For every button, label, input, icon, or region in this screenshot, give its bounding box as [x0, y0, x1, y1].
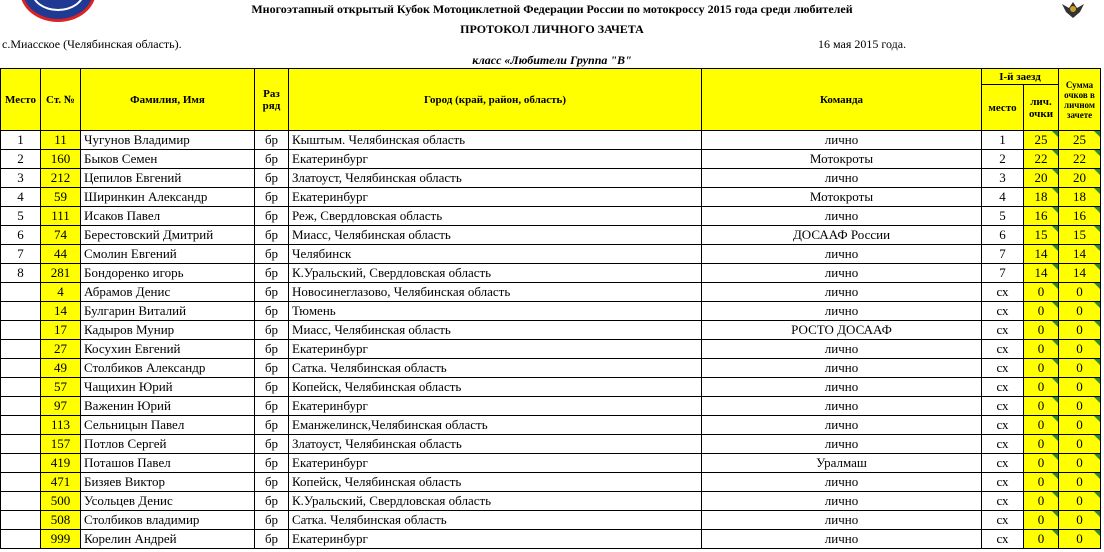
cell-start-no: 111: [41, 207, 81, 226]
cell-team: ДОСААФ России: [702, 226, 982, 245]
cell-total: 14: [1059, 264, 1101, 283]
cell-heat-points: 16: [1024, 207, 1059, 226]
cell-name: Поташов Павел: [81, 454, 255, 473]
cell-city: Миасс, Челябинская область: [289, 226, 702, 245]
cell-start-no: 471: [41, 473, 81, 492]
cell-start-no: 281: [41, 264, 81, 283]
cell-heat-points: 14: [1024, 264, 1059, 283]
cell-rank: бр: [255, 302, 289, 321]
cell-name: Кадыров Мунир: [81, 321, 255, 340]
cell-city: Копейск, Челябинская область: [289, 378, 702, 397]
cell-team: лично: [702, 340, 982, 359]
cell-heat-points: 0: [1024, 511, 1059, 530]
cell-start-no: 999: [41, 530, 81, 549]
cell-start-no: 11: [41, 131, 81, 150]
table-row: [1, 416, 1101, 435]
cell-heat-points: 0: [1024, 321, 1059, 340]
cell-name: Чащихин Юрий: [81, 378, 255, 397]
event-place: с.Миасское (Челябинская область).: [2, 37, 182, 51]
cell-start-no: 44: [41, 245, 81, 264]
cell-rank: бр: [255, 169, 289, 188]
cell-total: 0: [1059, 492, 1101, 511]
cell-heat-place: сх: [982, 302, 1024, 321]
cell-total: 0: [1059, 340, 1101, 359]
cell-heat-points: 20: [1024, 169, 1059, 188]
table-row: [1, 226, 1101, 245]
table-row: [1, 302, 1101, 321]
cell-heat-points: 14: [1024, 245, 1059, 264]
protocol-title: Многоэтапный открытый Кубок Мотоциклетной Федерации России по мотокроссу 2015 года среди любителей: [251, 2, 853, 16]
cell-city: Екатеринбург: [289, 530, 702, 549]
cell-heat-place: сх: [982, 378, 1024, 397]
cell-name: Корелин Андрей: [81, 530, 255, 549]
cell-heat-place: сх: [982, 283, 1024, 302]
col-name-header: Фамилия, Имя: [81, 69, 255, 131]
table-row: [1, 150, 1101, 169]
table-row: [1, 492, 1101, 511]
cell-name: Столбиков Александр: [81, 359, 255, 378]
cell-heat-place: сх: [982, 511, 1024, 530]
col-place-header: Место: [1, 69, 41, 131]
cell-name: Исаков Павел: [81, 207, 255, 226]
cell-city: К.Уральский, Свердловская область: [289, 492, 702, 511]
cell-city: Копейск, Челябинская область: [289, 473, 702, 492]
table-row: [1, 511, 1101, 530]
cell-place: [1, 454, 41, 473]
col-heat-points-header: лич. очки: [1024, 85, 1059, 131]
cell-city: Сатка. Челябинская область: [289, 359, 702, 378]
cell-total: 0: [1059, 454, 1101, 473]
results-table: [0, 68, 1101, 549]
cell-heat-place: сх: [982, 397, 1024, 416]
cell-heat-points: 0: [1024, 302, 1059, 321]
table-row: [1, 207, 1101, 226]
cell-team: лично: [702, 359, 982, 378]
cell-heat-points: 18: [1024, 188, 1059, 207]
cell-heat-place: сх: [982, 340, 1024, 359]
cell-team: лично: [702, 435, 982, 454]
cell-name: Косухин Евгений: [81, 340, 255, 359]
cell-name: Берестовский Дмитрий: [81, 226, 255, 245]
cell-place: 2: [1, 150, 41, 169]
cell-heat-place: сх: [982, 492, 1024, 511]
protocol-subtitle: ПРОТОКОЛ ЛИЧНОГО ЗАЧЕТА: [460, 22, 644, 36]
table-row: [1, 530, 1101, 549]
cell-rank: бр: [255, 473, 289, 492]
cell-heat-place: 4: [982, 188, 1024, 207]
cell-rank: бр: [255, 397, 289, 416]
cell-name: Цепилов Евгений: [81, 169, 255, 188]
cell-heat-points: 22: [1024, 150, 1059, 169]
cell-heat-place: сх: [982, 435, 1024, 454]
col-heat-place-header: место: [982, 85, 1024, 131]
col-city-header: Город (край, район, область): [289, 69, 702, 131]
cell-heat-points: 0: [1024, 435, 1059, 454]
cell-name: Усольцев Денис: [81, 492, 255, 511]
cell-city: Златоуст, Челябинская область: [289, 169, 702, 188]
cell-heat-place: сх: [982, 473, 1024, 492]
table-row: [1, 454, 1101, 473]
cell-total: 14: [1059, 245, 1101, 264]
cell-heat-place: 2: [982, 150, 1024, 169]
cell-name: Смолин Евгений: [81, 245, 255, 264]
cell-city: Екатеринбург: [289, 188, 702, 207]
cell-place: [1, 321, 41, 340]
cell-city: Тюмень: [289, 302, 702, 321]
cell-heat-points: 0: [1024, 359, 1059, 378]
cell-city: Миасс, Челябинская область: [289, 321, 702, 340]
table-row: [1, 245, 1101, 264]
cell-start-no: 419: [41, 454, 81, 473]
cell-name: Бондоренко игорь: [81, 264, 255, 283]
cell-team: лично: [702, 416, 982, 435]
cell-total: 0: [1059, 473, 1101, 492]
cell-city: Реж, Свердловская область: [289, 207, 702, 226]
cell-city: К.Уральский, Свердловская область: [289, 264, 702, 283]
cell-total: 16: [1059, 207, 1101, 226]
cell-team: лично: [702, 473, 982, 492]
cell-rank: бр: [255, 511, 289, 530]
cell-city: Екатеринбург: [289, 454, 702, 473]
col-rank-header: Раз ряд: [255, 69, 289, 131]
cell-rank: бр: [255, 340, 289, 359]
col-team-header: Команда: [702, 69, 982, 131]
cell-total: 15: [1059, 226, 1101, 245]
cell-start-no: 74: [41, 226, 81, 245]
cell-name: Бизяев Виктор: [81, 473, 255, 492]
cell-start-no: 27: [41, 340, 81, 359]
table-row: [1, 131, 1101, 150]
col-start-no-header: Ст. №: [41, 69, 81, 131]
cell-team: лично: [702, 492, 982, 511]
cell-city: Новосинеглазово, Челябинская область: [289, 283, 702, 302]
cell-name: Сельницын Павел: [81, 416, 255, 435]
cell-total: 0: [1059, 397, 1101, 416]
cell-city: Сатка. Челябинская область: [289, 511, 702, 530]
cell-start-no: 4: [41, 283, 81, 302]
cell-name: Важенин Юрий: [81, 397, 255, 416]
cell-heat-points: 0: [1024, 530, 1059, 549]
cell-rank: бр: [255, 131, 289, 150]
cell-team: Уралмаш: [702, 454, 982, 473]
class-label: класс «Любители Группа "В": [472, 53, 632, 67]
cell-rank: бр: [255, 226, 289, 245]
cell-heat-place: сх: [982, 321, 1024, 340]
cell-heat-place: 5: [982, 207, 1024, 226]
table-row: [1, 169, 1101, 188]
cell-start-no: 160: [41, 150, 81, 169]
table-row: [1, 188, 1101, 207]
cell-city: Екатеринбург: [289, 397, 702, 416]
table-row: [1, 264, 1101, 283]
cell-city: Кыштым. Челябинская область: [289, 131, 702, 150]
cell-start-no: 17: [41, 321, 81, 340]
cell-team: Мотокроты: [702, 150, 982, 169]
cell-start-no: 14: [41, 302, 81, 321]
cell-team: лично: [702, 378, 982, 397]
cell-team: лично: [702, 302, 982, 321]
event-date: 16 мая 2015 года.: [818, 37, 907, 51]
cell-heat-points: 0: [1024, 492, 1059, 511]
cell-heat-place: 6: [982, 226, 1024, 245]
cell-start-no: 157: [41, 435, 81, 454]
cell-team: лично: [702, 397, 982, 416]
cell-start-no: 59: [41, 188, 81, 207]
cell-heat-place: сх: [982, 530, 1024, 549]
cell-total: 0: [1059, 530, 1101, 549]
cell-team: лично: [702, 207, 982, 226]
cell-rank: бр: [255, 416, 289, 435]
cell-start-no: 57: [41, 378, 81, 397]
cell-place: [1, 416, 41, 435]
cell-total: 18: [1059, 188, 1101, 207]
cell-rank: бр: [255, 150, 289, 169]
cell-total: 0: [1059, 435, 1101, 454]
cell-rank: бр: [255, 359, 289, 378]
cell-name: Столбиков владимир: [81, 511, 255, 530]
cell-rank: бр: [255, 435, 289, 454]
cell-start-no: 97: [41, 397, 81, 416]
cell-place: [1, 530, 41, 549]
cell-place: [1, 435, 41, 454]
cell-place: 6: [1, 226, 41, 245]
cell-team: лично: [702, 169, 982, 188]
cell-rank: бр: [255, 188, 289, 207]
cell-rank: бр: [255, 378, 289, 397]
cell-heat-place: 7: [982, 264, 1024, 283]
cell-city: Челябинск: [289, 245, 702, 264]
cell-rank: бр: [255, 492, 289, 511]
cell-name: Чугунов Владимир: [81, 131, 255, 150]
col-total-header: Сумма очков в личном зачете: [1059, 69, 1101, 131]
cell-heat-place: 3: [982, 169, 1024, 188]
table-row: [1, 283, 1101, 302]
table-row: [1, 435, 1101, 454]
cell-rank: бр: [255, 530, 289, 549]
cell-rank: бр: [255, 207, 289, 226]
table-row: [1, 359, 1101, 378]
cell-place: [1, 511, 41, 530]
cell-heat-points: 0: [1024, 283, 1059, 302]
cell-heat-points: 0: [1024, 473, 1059, 492]
cell-place: [1, 492, 41, 511]
cell-place: 3: [1, 169, 41, 188]
table-row: [1, 378, 1101, 397]
cell-team: лично: [702, 131, 982, 150]
cell-start-no: 508: [41, 511, 81, 530]
cell-start-no: 113: [41, 416, 81, 435]
cell-city: Еманжелинск,Челябинская область: [289, 416, 702, 435]
cell-city: Екатеринбург: [289, 340, 702, 359]
cell-heat-place: сх: [982, 359, 1024, 378]
cell-rank: бр: [255, 264, 289, 283]
cell-heat-place: сх: [982, 416, 1024, 435]
cell-place: [1, 340, 41, 359]
cell-team: лично: [702, 511, 982, 530]
cell-city: Златоуст, Челябинская область: [289, 435, 702, 454]
cell-rank: бр: [255, 321, 289, 340]
cell-place: 1: [1, 131, 41, 150]
table-row: [1, 321, 1101, 340]
cell-total: 0: [1059, 416, 1101, 435]
cell-total: 0: [1059, 359, 1101, 378]
cell-heat-points: 0: [1024, 378, 1059, 397]
cell-total: 0: [1059, 302, 1101, 321]
cell-rank: бр: [255, 454, 289, 473]
cell-team: лично: [702, 530, 982, 549]
cell-total: 0: [1059, 321, 1101, 340]
cell-name: Абрамов Денис: [81, 283, 255, 302]
cell-total: 0: [1059, 283, 1101, 302]
cell-heat-points: 0: [1024, 454, 1059, 473]
cell-place: 8: [1, 264, 41, 283]
cell-name: Потлов Сергей: [81, 435, 255, 454]
cell-name: Булгарин Виталий: [81, 302, 255, 321]
cell-heat-points: 0: [1024, 340, 1059, 359]
cell-heat-place: 7: [982, 245, 1024, 264]
cell-team: лично: [702, 283, 982, 302]
cell-team: лично: [702, 245, 982, 264]
cell-rank: бр: [255, 245, 289, 264]
cell-total: 0: [1059, 378, 1101, 397]
cell-heat-points: 0: [1024, 397, 1059, 416]
cell-rank: бр: [255, 283, 289, 302]
cell-place: [1, 378, 41, 397]
cell-team: лично: [702, 264, 982, 283]
cell-place: 5: [1, 207, 41, 226]
cell-place: [1, 302, 41, 321]
table-row: [1, 340, 1101, 359]
cell-place: 4: [1, 188, 41, 207]
cell-total: 25: [1059, 131, 1101, 150]
cell-city: Екатеринбург: [289, 150, 702, 169]
cell-place: [1, 397, 41, 416]
cell-total: 0: [1059, 511, 1101, 530]
cell-heat-points: 25: [1024, 131, 1059, 150]
cell-heat-place: 1: [982, 131, 1024, 150]
cell-heat-points: 0: [1024, 416, 1059, 435]
table-row: [1, 473, 1101, 492]
cell-heat-place: сх: [982, 454, 1024, 473]
cell-team: РОСТО ДОСААФ: [702, 321, 982, 340]
col-heat-header: I-й заезд: [982, 69, 1059, 85]
cell-start-no: 49: [41, 359, 81, 378]
cell-start-no: 500: [41, 492, 81, 511]
cell-heat-points: 15: [1024, 226, 1059, 245]
cell-place: [1, 283, 41, 302]
cell-place: [1, 473, 41, 492]
cell-name: Быков Семен: [81, 150, 255, 169]
cell-place: 7: [1, 245, 41, 264]
table-row: [1, 397, 1101, 416]
cell-place: [1, 359, 41, 378]
cell-start-no: 212: [41, 169, 81, 188]
cell-team: Мотокроты: [702, 188, 982, 207]
cell-total: 20: [1059, 169, 1101, 188]
cell-name: Ширинкин Александр: [81, 188, 255, 207]
cell-total: 22: [1059, 150, 1101, 169]
